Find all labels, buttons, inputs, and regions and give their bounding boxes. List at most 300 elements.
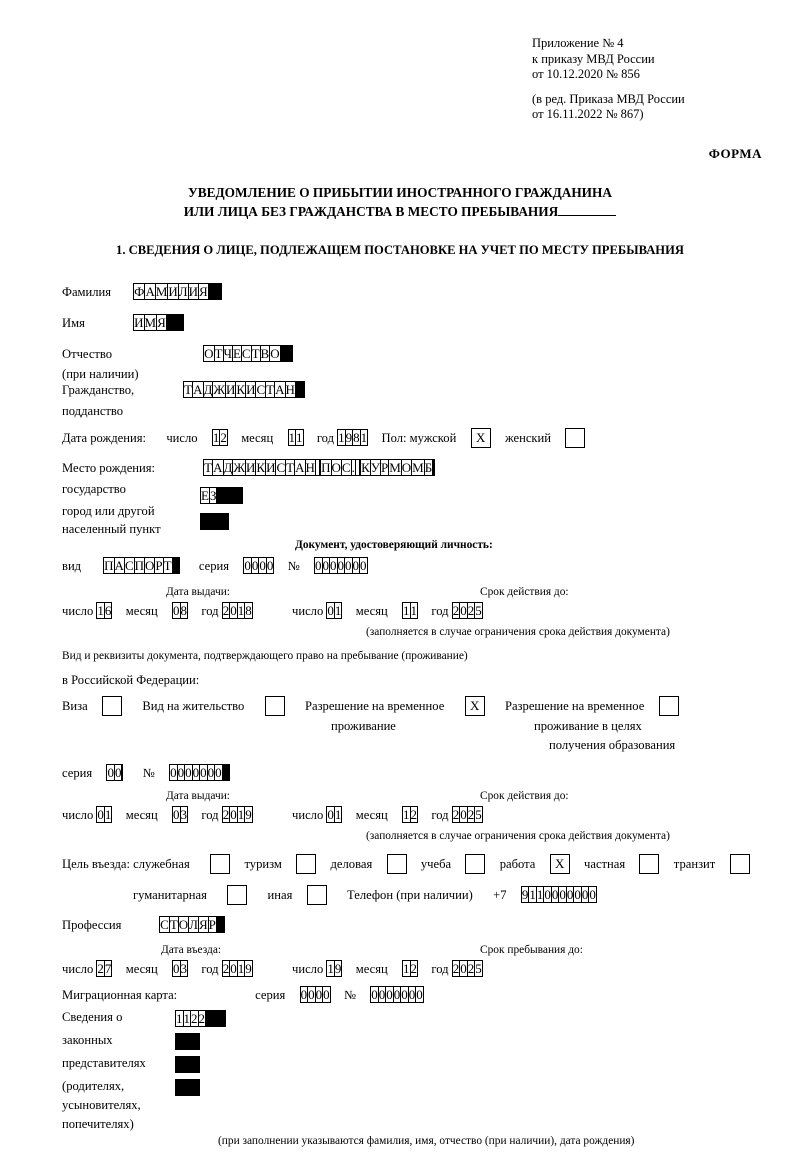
- form-cell[interactable]: 2: [452, 961, 460, 976]
- form-cell[interactable]: 0: [230, 603, 237, 618]
- form-cell[interactable]: 1: [410, 603, 418, 618]
- form-cell[interactable]: 0: [323, 987, 330, 1002]
- form-cell[interactable]: 2: [198, 1011, 205, 1026]
- form-cell[interactable]: 0: [173, 961, 180, 976]
- legal-rep-boxes-row-3[interactable]: [175, 1056, 199, 1074]
- form-cell[interactable]: Т: [251, 346, 260, 361]
- form-cell[interactable]: А: [145, 284, 155, 299]
- form-cell[interactable]: И: [188, 284, 198, 299]
- purpose-work-checkbox[interactable]: X: [550, 854, 570, 874]
- form-cell[interactable]: У: [370, 460, 380, 475]
- form-cell[interactable]: [198, 1033, 200, 1050]
- form-cell[interactable]: А: [193, 382, 203, 397]
- form-cell[interactable]: 0: [460, 807, 467, 822]
- form-cell[interactable]: [241, 487, 243, 504]
- form-cell[interactable]: 1: [97, 603, 104, 618]
- form-cell[interactable]: 0: [559, 887, 566, 902]
- form-cell[interactable]: 0: [259, 558, 266, 573]
- legal-rep-label-3: представителях: [62, 1056, 146, 1070]
- form-cell[interactable]: 2: [467, 807, 475, 822]
- form-cell[interactable]: 2: [222, 961, 230, 976]
- form-cell[interactable]: 2: [410, 807, 418, 822]
- form-cell[interactable]: 1: [104, 807, 112, 822]
- form-cell[interactable]: 0: [230, 807, 237, 822]
- form-cell[interactable]: 1: [237, 603, 245, 618]
- stay-year-label: год: [431, 961, 449, 976]
- form-cell[interactable]: А: [114, 558, 124, 573]
- form-cell[interactable]: 2: [452, 603, 460, 618]
- form-cell[interactable]: Р: [155, 558, 163, 573]
- form-cell[interactable]: 0: [327, 603, 334, 618]
- field-birthdate: [62, 428, 585, 448]
- form-cell[interactable]: Ч: [223, 346, 232, 361]
- form-cell[interactable]: Ж: [213, 382, 226, 397]
- form-cell[interactable]: Я: [199, 284, 208, 299]
- form-cell[interactable]: 1: [403, 603, 410, 618]
- form-cell[interactable]: [178, 557, 180, 574]
- form-cell[interactable]: 0: [408, 987, 416, 1002]
- form-cell[interactable]: 8: [353, 430, 360, 445]
- form-cell[interactable]: 5: [475, 807, 482, 822]
- sex-female-checkbox[interactable]: [565, 428, 585, 448]
- form-cell[interactable]: М: [412, 460, 424, 475]
- form-cell[interactable]: 0: [251, 558, 259, 573]
- form-cell[interactable]: 2: [97, 961, 104, 976]
- form-cell[interactable]: Р: [208, 917, 216, 932]
- edu-residence-label: Разрешение на временное: [504, 698, 645, 713]
- purpose-service-checkbox[interactable]: [210, 854, 230, 874]
- form-cell[interactable]: .: [351, 460, 355, 475]
- residence-permit-checkbox[interactable]: [265, 696, 285, 716]
- form-word: ФОРМА: [708, 146, 762, 161]
- form-cell[interactable]: 0: [107, 765, 114, 780]
- surname-boxes[interactable]: [133, 283, 221, 301]
- surname-label: Фамилия: [62, 284, 112, 299]
- form-cell[interactable]: С: [256, 382, 266, 397]
- form-cell[interactable]: Я: [199, 917, 208, 932]
- purpose-humanitarian-checkbox[interactable]: [227, 885, 247, 905]
- form-cell[interactable]: 1: [334, 807, 342, 822]
- form-cell[interactable]: 0: [386, 987, 393, 1002]
- form-cell[interactable]: 1: [237, 961, 245, 976]
- form-cell[interactable]: 1: [288, 430, 295, 445]
- form-cell[interactable]: С: [341, 460, 351, 475]
- birthplace-label-3: город или другой: [62, 504, 155, 518]
- permit-issue-month-boxes[interactable]: [172, 806, 187, 824]
- purpose-study-label: учеба: [420, 856, 452, 871]
- form-cell[interactable]: 0: [337, 558, 345, 573]
- permit-valid-year-boxes[interactable]: [452, 806, 482, 824]
- form-cell[interactable]: Т: [214, 346, 223, 361]
- permit-valid-month-label: месяц: [355, 807, 388, 822]
- form-cell[interactable]: [228, 764, 230, 781]
- form-cell[interactable]: В: [260, 346, 270, 361]
- purpose-row-2: [133, 885, 596, 905]
- form-cell[interactable]: 8: [180, 603, 188, 618]
- entry-month-boxes[interactable]: [172, 960, 187, 978]
- entry-day-label: число: [62, 961, 94, 976]
- permit-issue-month-label: месяц: [125, 807, 158, 822]
- form-cell[interactable]: С: [241, 346, 251, 361]
- purpose-private-label: частная: [584, 856, 626, 871]
- doc-valid-day-boxes[interactable]: [326, 602, 341, 620]
- form-cell[interactable]: Т: [184, 382, 193, 397]
- page-title: [0, 183, 800, 221]
- form-cell[interactable]: 1: [237, 807, 245, 822]
- form-cell[interactable]: 0: [322, 558, 330, 573]
- doc-issue-year-boxes[interactable]: [222, 602, 252, 620]
- form-cell[interactable]: 0: [360, 558, 367, 573]
- form-cell[interactable]: 1: [360, 430, 368, 445]
- form-cell[interactable]: О: [331, 460, 341, 475]
- form-cell[interactable]: Р: [380, 460, 389, 475]
- form-cell[interactable]: О: [401, 460, 412, 475]
- form-cell[interactable]: 0: [551, 887, 559, 902]
- form-cell[interactable]: 0: [177, 765, 185, 780]
- form-cell[interactable]: Т: [204, 460, 213, 475]
- form-cell[interactable]: 0: [315, 558, 322, 573]
- form-cell[interactable]: Е: [201, 488, 209, 503]
- birthplace-label-2: государство: [62, 482, 126, 496]
- form-cell[interactable]: 0: [544, 887, 551, 902]
- form-cell[interactable]: 5: [475, 603, 482, 618]
- form-cell[interactable]: Д: [203, 382, 213, 397]
- birth-month-boxes[interactable]: [288, 429, 303, 447]
- form-cell[interactable]: 0: [393, 987, 401, 1002]
- form-cell[interactable]: [198, 1079, 200, 1096]
- stay-month-label: месяц: [355, 961, 388, 976]
- form-cell[interactable]: 0: [401, 987, 408, 1002]
- form-cell[interactable]: 1: [529, 887, 536, 902]
- form-cell[interactable]: Д: [223, 460, 233, 475]
- form-cell[interactable]: Т: [266, 382, 275, 397]
- form-cell[interactable]: А: [295, 460, 305, 475]
- form-cell[interactable]: 1: [176, 1011, 183, 1026]
- birth-year-boxes[interactable]: [337, 429, 367, 447]
- form-cell[interactable]: Ж: [233, 460, 246, 475]
- form-cell[interactable]: 2: [222, 807, 230, 822]
- form-cell[interactable]: 1: [338, 430, 345, 445]
- purpose-tourism-label: туризм: [244, 856, 282, 871]
- citizenship-label: Гражданство,: [62, 382, 135, 397]
- legal-rep-boxes-row-2[interactable]: [175, 1033, 199, 1051]
- form-cell[interactable]: 3: [180, 961, 188, 976]
- form-cell[interactable]: 1: [212, 430, 220, 445]
- purpose-business-checkbox[interactable]: [387, 854, 407, 874]
- form-cell[interactable]: Б: [424, 460, 433, 475]
- purpose-study-checkbox[interactable]: [465, 854, 485, 874]
- form-cell[interactable]: И: [246, 382, 256, 397]
- form-cell[interactable]: [198, 1056, 200, 1073]
- form-cell[interactable]: П: [134, 558, 144, 573]
- form-cell[interactable]: 0: [330, 558, 337, 573]
- form-cell[interactable]: 2: [222, 603, 230, 618]
- form-cell[interactable]: 0: [192, 765, 200, 780]
- permit-valid-year-label: год: [431, 807, 449, 822]
- birthplace-boxes-row-2[interactable]: [200, 487, 242, 505]
- form-cell[interactable]: [303, 381, 305, 398]
- doc-number-label: №: [287, 558, 300, 573]
- doc-kind-label: вид: [62, 558, 82, 573]
- form-cell[interactable]: 1: [334, 603, 342, 618]
- form-cell[interactable]: 2: [467, 603, 475, 618]
- form-cell[interactable]: Т: [286, 460, 295, 475]
- edu-residence-checkbox[interactable]: [659, 696, 679, 716]
- form-cell[interactable]: 0: [173, 807, 180, 822]
- permit-valid-day-boxes[interactable]: [326, 806, 341, 824]
- legal-rep-label-1: Сведения о: [62, 1010, 123, 1024]
- legal-rep-row-2: [175, 1033, 199, 1051]
- form-cell[interactable]: [291, 345, 293, 362]
- form-cell[interactable]: И: [226, 382, 236, 397]
- form-cell[interactable]: О: [204, 346, 214, 361]
- legal-rep-label-4: (родителях,: [62, 1079, 125, 1093]
- header-line-1: Приложение № 4: [532, 36, 624, 50]
- visa-checkbox[interactable]: [102, 696, 122, 716]
- doc-valid-note: (заполняется в случае ограничения срока действия документа): [366, 626, 670, 638]
- form-cell[interactable]: 0: [574, 887, 581, 902]
- doc-number-boxes[interactable]: [314, 557, 367, 575]
- doc-kind-boxes[interactable]: [103, 557, 178, 575]
- birth-year-label: год: [316, 430, 335, 445]
- form-cell[interactable]: 0: [315, 987, 323, 1002]
- form-cell[interactable]: 0: [185, 765, 192, 780]
- form-cell[interactable]: 0: [352, 558, 360, 573]
- form-cell[interactable]: 0: [300, 987, 308, 1002]
- form-cell[interactable]: [224, 1010, 226, 1027]
- form-cell[interactable]: 0: [460, 961, 467, 976]
- form-cell[interactable]: [121, 764, 123, 781]
- form-cell[interactable]: 7: [104, 961, 112, 976]
- permit-issue-day-boxes[interactable]: [96, 806, 111, 824]
- doc-issue-day-boxes[interactable]: [96, 602, 111, 620]
- form-cell[interactable]: 0: [308, 987, 315, 1002]
- form-cell[interactable]: 9: [345, 430, 353, 445]
- form-cell[interactable]: [220, 283, 222, 300]
- form-cell[interactable]: 5: [475, 961, 482, 976]
- form-cell[interactable]: [433, 459, 435, 476]
- permit-issue-year-boxes[interactable]: [222, 806, 252, 824]
- form-cell[interactable]: О: [145, 558, 155, 573]
- field-doc-kind: [62, 557, 367, 575]
- form-cell[interactable]: М: [389, 460, 401, 475]
- form-cell[interactable]: М: [155, 284, 168, 299]
- form-cell[interactable]: Ф: [134, 284, 145, 299]
- form-cell[interactable]: З: [209, 488, 217, 503]
- form-cell[interactable]: Н: [285, 382, 295, 397]
- form-cell[interactable]: 0: [416, 987, 423, 1002]
- legal-rep-label-5: усыновителях,: [62, 1098, 141, 1112]
- form-cell[interactable]: И: [134, 315, 144, 330]
- form-cell[interactable]: 0: [327, 807, 334, 822]
- temp-residence-label: Разрешение на временное: [304, 698, 445, 713]
- form-cell[interactable]: И: [266, 460, 276, 475]
- form-cell[interactable]: 0: [215, 765, 222, 780]
- form-cell[interactable]: 0: [244, 558, 251, 573]
- form-cell[interactable]: А: [275, 382, 285, 397]
- legal-rep-label-6: попечителях): [62, 1117, 134, 1131]
- birthplace-boxes-row-3[interactable]: [200, 513, 228, 531]
- form-cell[interactable]: 0: [114, 765, 122, 780]
- form-cell[interactable]: 0: [566, 887, 574, 902]
- form-cell[interactable]: С: [276, 460, 286, 475]
- form-cell[interactable]: 1: [296, 430, 303, 445]
- citizenship-boxes[interactable]: [183, 381, 304, 399]
- birthplace-label: Место рождения:: [62, 460, 156, 475]
- doc-issue-day-label: число: [62, 603, 94, 618]
- page-title-line-2: ИЛИ ЛИЦА БЕЗ ГРАЖДАНСТВА В МЕСТО ПРЕБЫВАНИЯ: [183, 204, 559, 219]
- form-cell[interactable]: 0: [170, 765, 177, 780]
- form-cell[interactable]: П: [104, 558, 114, 573]
- permit-series-boxes[interactable]: [106, 764, 122, 782]
- header-line-2: к приказу МВД России: [532, 51, 655, 66]
- phone-prefix: +7: [493, 887, 507, 902]
- profession-boxes[interactable]: [159, 916, 224, 934]
- doc-valid-month-label: месяц: [355, 603, 388, 618]
- doc-valid-month-boxes[interactable]: [402, 602, 417, 620]
- form-cell[interactable]: Т: [169, 917, 178, 932]
- form-cell[interactable]: 0: [266, 558, 274, 573]
- residence-type-row: [62, 696, 679, 716]
- permit-valid-month-boxes[interactable]: [402, 806, 417, 824]
- purpose-private-checkbox[interactable]: [639, 854, 659, 874]
- form-cell[interactable]: 3: [180, 807, 188, 822]
- form-cell[interactable]: 1: [403, 961, 410, 976]
- migration-number-boxes[interactable]: [370, 986, 423, 1004]
- legal-rep-boxes-row-4[interactable]: [175, 1079, 199, 1097]
- form-cell[interactable]: 1: [403, 807, 410, 822]
- form-cell[interactable]: 1: [183, 1011, 190, 1026]
- form-cell[interactable]: 0: [345, 558, 352, 573]
- form-cell[interactable]: [182, 314, 184, 331]
- page-title-line-1: УВЕДОМЛЕНИЕ О ПРИБЫТИИ ИНОСТРАННОГО ГРАЖДАНИНА: [188, 185, 612, 200]
- form-cell[interactable]: Е: [232, 346, 241, 361]
- doc-issue-month-boxes[interactable]: [172, 602, 187, 620]
- form-cell[interactable]: П: [321, 460, 331, 475]
- stay-month-boxes[interactable]: [402, 960, 417, 978]
- form-cell[interactable]: К: [236, 382, 246, 397]
- sex-female-label: женский: [504, 430, 552, 445]
- form-cell[interactable]: Л: [178, 284, 188, 299]
- form-cell[interactable]: К: [361, 460, 370, 475]
- field-name: [62, 314, 183, 332]
- legal-rep-row-4: [175, 1079, 199, 1097]
- purpose-transit-checkbox[interactable]: [730, 854, 750, 874]
- migration-series-boxes[interactable]: [300, 986, 330, 1004]
- field-doc-dates: [62, 602, 482, 620]
- form-cell[interactable]: 0: [589, 887, 596, 902]
- mig-number-label: №: [343, 987, 356, 1002]
- permit-number-label: №: [142, 765, 155, 780]
- form-cell[interactable]: 0: [230, 961, 237, 976]
- form-cell[interactable]: 9: [334, 961, 342, 976]
- form-cell[interactable]: 0: [581, 887, 589, 902]
- entry-day-boxes[interactable]: [96, 960, 111, 978]
- form-cell[interactable]: 2: [410, 961, 418, 976]
- stay-year-boxes[interactable]: [452, 960, 482, 978]
- birth-day-boxes[interactable]: [212, 429, 227, 447]
- form-cell[interactable]: 1: [536, 887, 544, 902]
- form-cell[interactable]: 0: [371, 987, 378, 1002]
- form-cell[interactable]: С: [160, 917, 169, 932]
- form-cell[interactable]: К: [256, 460, 266, 475]
- doc-series-boxes[interactable]: [243, 557, 273, 575]
- form-cell[interactable]: Т: [163, 558, 172, 573]
- form-cell[interactable]: 2: [467, 961, 475, 976]
- field-birthplace: [62, 459, 434, 477]
- form-cell[interactable]: 0: [207, 765, 215, 780]
- form-cell[interactable]: [227, 513, 229, 530]
- stay-day-boxes[interactable]: [326, 960, 341, 978]
- form-cell[interactable]: Л: [189, 917, 198, 932]
- temp-residence-checkbox[interactable]: X: [465, 696, 485, 716]
- doc-valid-day-label: число: [292, 603, 324, 618]
- form-cell[interactable]: 6: [104, 603, 112, 618]
- name-boxes[interactable]: [133, 314, 183, 332]
- form-cell[interactable]: И: [168, 284, 178, 299]
- phone-label: Телефон (при наличии): [347, 887, 473, 902]
- legal-rep-label-2: законных: [62, 1033, 113, 1047]
- form-cell[interactable]: М: [144, 315, 157, 330]
- doc-issue-year-label: год: [201, 603, 219, 618]
- field-patronymic: [62, 345, 292, 363]
- patronymic-boxes[interactable]: [203, 345, 291, 363]
- field-citizenship: [62, 381, 304, 399]
- birthdate-label: Дата рождения:: [62, 430, 146, 445]
- purpose-tourism-checkbox[interactable]: [296, 854, 316, 874]
- doc-valid-year-boxes[interactable]: [452, 602, 482, 620]
- purpose-other-label: иная: [267, 887, 293, 902]
- permit-valid-until-label: Срок действия до:: [480, 790, 569, 802]
- entry-year-boxes[interactable]: [222, 960, 252, 978]
- form-cell[interactable]: 2: [220, 430, 227, 445]
- phone-boxes[interactable]: [521, 886, 596, 904]
- form-cell[interactable]: 9: [245, 961, 252, 976]
- form-cell[interactable]: А: [213, 460, 223, 475]
- form-cell[interactable]: Я: [157, 315, 166, 330]
- form-cell[interactable]: 2: [191, 1011, 198, 1026]
- form-cell[interactable]: С: [124, 558, 134, 573]
- form-cell[interactable]: 9: [245, 807, 252, 822]
- purpose-other-checkbox[interactable]: [307, 885, 327, 905]
- form-cell[interactable]: 2: [452, 807, 460, 822]
- permit-number-boxes[interactable]: [169, 764, 229, 782]
- form-cell[interactable]: 0: [173, 603, 180, 618]
- name-label: Имя: [62, 315, 85, 330]
- form-cell[interactable]: 1: [327, 961, 334, 976]
- form-cell[interactable]: [223, 916, 225, 933]
- form-cell[interactable]: 0: [200, 765, 207, 780]
- sex-male-checkbox[interactable]: X: [471, 428, 491, 448]
- migration-card-label: Миграционная карта:: [62, 987, 178, 1002]
- form-cell[interactable]: 0: [460, 603, 467, 618]
- form-cell[interactable]: И: [246, 460, 256, 475]
- form-cell[interactable]: О: [178, 917, 189, 932]
- legal-rep-boxes-row-1[interactable]: [175, 1010, 225, 1028]
- legal-rep-row-1: [175, 1010, 225, 1028]
- form-cell[interactable]: 8: [245, 603, 252, 618]
- sex-male-label: Пол: мужской: [381, 430, 457, 445]
- form-cell[interactable]: 0: [97, 807, 104, 822]
- legal-rep-row-3: [175, 1056, 199, 1074]
- form-cell[interactable]: 9: [521, 887, 529, 902]
- doc-series-label: серия: [198, 558, 230, 573]
- form-cell[interactable]: Н: [305, 460, 315, 475]
- form-cell[interactable]: О: [270, 346, 280, 361]
- field-permit-series: [62, 764, 229, 782]
- birthplace-boxes-row-1[interactable]: [203, 459, 434, 477]
- form-cell[interactable]: 0: [378, 987, 386, 1002]
